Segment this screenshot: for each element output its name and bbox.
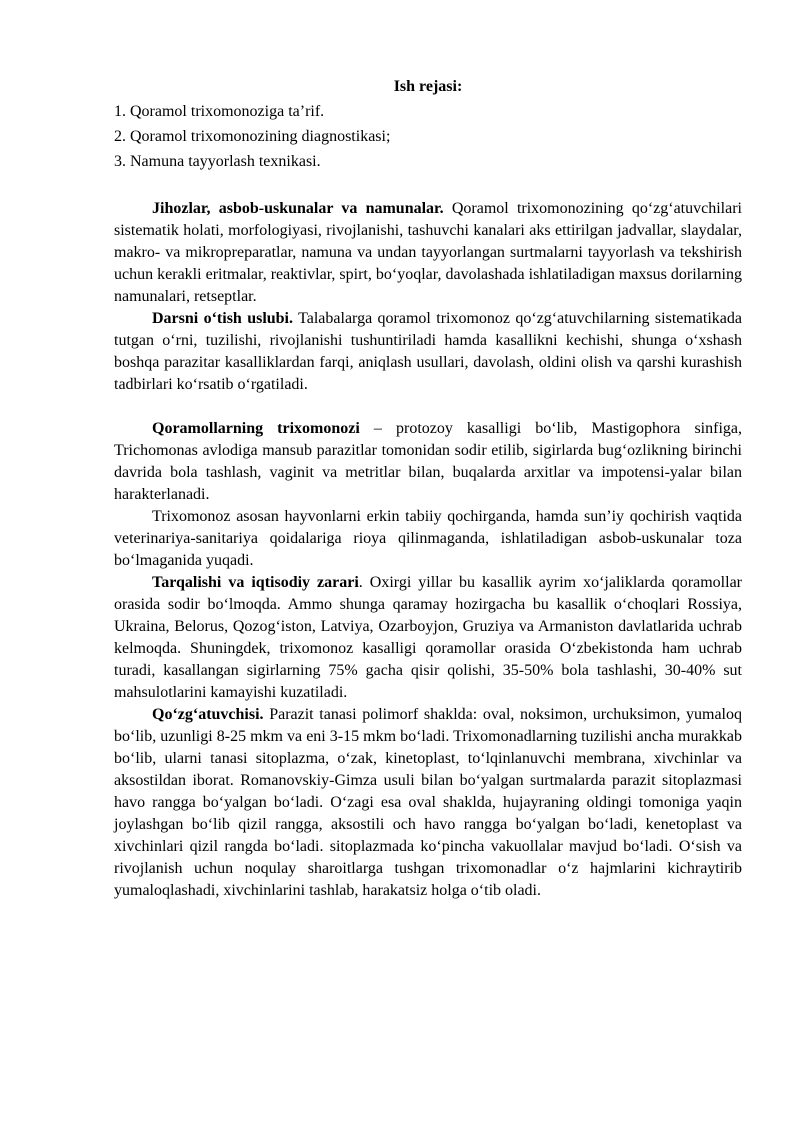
paragraph-lead: Darsni o‘tish uslubi.: [152, 310, 294, 327]
spacer: [114, 176, 742, 198]
plan-item-3: 3. Namuna tayyorlash texnikasi.: [114, 153, 321, 170]
paragraph-lead: Jihozlar, asbob-uskunalar va namunalar.: [152, 200, 444, 217]
paragraph-text: Trixomonoz asosan hayvonlarni erkin tabiiy qochirganda, hamda sun’iy qochirish vaqtida veterinariya-sanitariya qoidalariga rioya qilinmaganda, ishlatiladigan asbob-uskunalar toza bo‘lmaganida yuqadi.: [114, 508, 742, 569]
paragraph-definition: [114, 418, 742, 506]
paragraph-lead: Tarqalishi va iqtisodiy zarari: [152, 574, 359, 591]
paragraph-equipment: [114, 198, 742, 308]
paragraph-lead: Qoramollarning trixomonozi: [152, 420, 360, 437]
paragraph-distribution: [114, 572, 742, 704]
spacer: [114, 396, 742, 418]
paragraph-pathogen: [114, 704, 742, 902]
paragraph-lead: Qo‘zg‘atuvchisi.: [152, 706, 264, 723]
plan-item-1: 1. Qoramol trixomonoziga ta’rif.: [114, 103, 325, 120]
plan-item-2: 2. Qoramol trixomonozining diagnostikasi;: [114, 128, 391, 145]
paragraph-transmission: [114, 506, 742, 572]
paragraph-text: Qoramol trixomonozining qo‘zg‘atuvchilari sistematik holati, morfologiyasi, rivojlanishi, tashuvchi kanalari aks ettirilgan jadvallar, slaydalar, makro- va mikropreparatlar, namuna va undan tayyorlangan surtmalarni tayyorlash va tekshirish uchun kerakli eritmalar, reaktivlar, spirt, bo‘yoqlar, davolashada ishlatiladigan maxsus dorilarning namunalari, retseptlar.: [114, 200, 742, 305]
document-page: [114, 76, 742, 902]
paragraph-text: Parazit tanasi polimorf shaklda: oval, noksimon, urchuksimon, yumaloq bo‘lib, uzunligi 8-25 mkm va eni 3-15 mkm bo‘ladi. Trixomonadlarning tuzilishi ancha murakkab bo‘lib, ularni tanasi sitoplazma, o‘zak, kinetoplast, to‘lqinlanuvchi membrana, xivchinlar va aksostildan iborat. Romanovskiy-Gimza usuli bilan bo‘yalgan surtmalarda parazit sitoplazmasi havo rangga bo‘yalgan bo‘ladi. O‘zagi esa oval shaklda, hujayraning oldingi tomoniga yaqin joylashgan bo‘lib qizil rangga, aksostili och havo rangga bo‘yalgan bo‘ladi, kenetoplast va xivchinlari qizil rangda bo‘ladi. sitoplazmada ko‘pincha vakuollalar mavjud bo‘ladi. O‘sish va rivojlanish uchun noqulay sharoitlarga tushgan trixomonadlar o‘z hajmlarini kichraytirib yumaloqlashadi, xivchinlarini tashlab, harakatsiz holga o‘tib oladi.: [114, 706, 742, 899]
plan-title: Ish rejasi:: [393, 78, 463, 95]
paragraph-method: [114, 308, 742, 396]
paragraph-text: – protozoy kasalligi bo‘lib, Mastigophora sinfiga, Trichomonas avlodiga mansub parazitlar tomonidan sodir etilib, sigirlarda bug‘ozlikning birinchi davrida bola tashlash, vaginit va metritlar bilan, buqalarda arxitlar va impotensi-yalar bilan harakterlanadi.: [114, 420, 742, 503]
paragraph-text: Talabalarga qoramol trixomonoz qo‘zg‘atuvchilarning sistematikada tutgan o‘rni, tuzilishi, rivojlanishi tushuntiriladi hamda kasallikni kechishi, shunga o‘xshash boshqa parazitar kasalliklardan farqi, aniqlash usullari, davolash, oldini olish va qarshi kurashish tadbirlari ko‘rsatib o‘rgatiladi.: [114, 310, 743, 393]
paragraph-text: . Oxirgi yillar bu kasallik ayrim xo‘jaliklarda qoramollar orasida sodir bo‘lmoqda. Ammo shunga qaramay hozirgacha bu kasallik o‘choqlari Rossiya, Ukraina, Belorus, Qozog‘iston, Latviya, Ozarboyjon, Gruziya va Armaniston davlatlarida uchrab kelmoqda. Shuningdek, trixomonoz kasalligi qoramollar orasida O‘zbekistonda ham uchrab turadi, kasallangan sigirlarning 75% gacha qisir qolishi, 35-50% bola tashlashi, 30-40% sut mahsulotlarini kamayishi kuzatiladi.: [114, 574, 743, 701]
